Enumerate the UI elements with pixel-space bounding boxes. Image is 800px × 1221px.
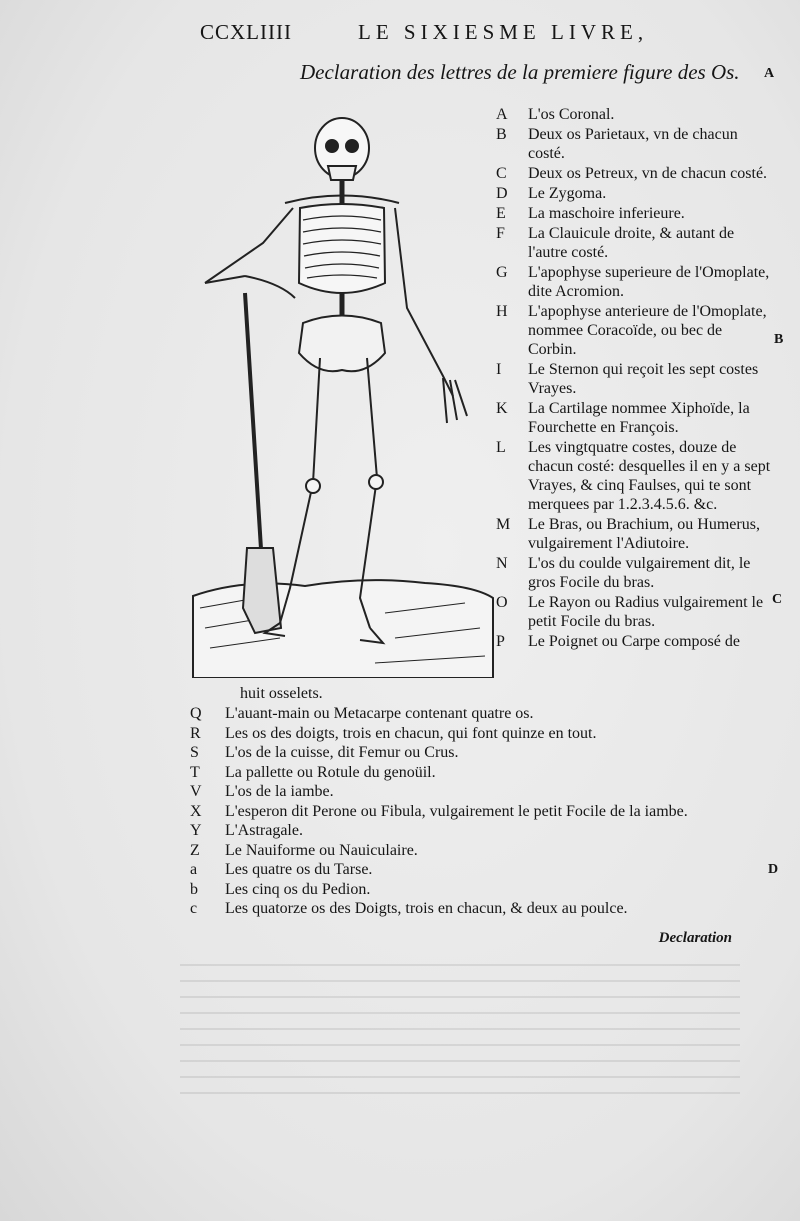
margin-letter-d: D	[768, 862, 779, 877]
legend-entry-r	[190, 724, 750, 743]
legend-letter: V	[190, 783, 202, 800]
margin-letter-a: A	[764, 66, 775, 81]
legend-text: Le Nauiforme ou Nauiculaire.	[225, 841, 418, 859]
legend-entry-lower-b	[190, 880, 750, 899]
legend-text: Deux os Petreux, vn de chacun costé.	[528, 165, 768, 182]
legend-text: Le Rayon ou Radius vulgairement le petit Focile du bras.	[528, 594, 764, 630]
legend-text: L'os de la cuisse, dit Femur ou Crus.	[225, 744, 459, 761]
legend-entry-i	[496, 360, 771, 398]
legend-letter: L	[496, 439, 506, 456]
legend-letter: a	[190, 861, 198, 878]
legend-letter: Z	[190, 841, 200, 859]
legend-text: Les cinq os du Pedion.	[225, 880, 371, 898]
legend-text: Le Bras, ou Brachium, ou Humerus, vulgairement l'Adiutoire.	[528, 516, 760, 552]
legend-entry-q	[190, 704, 750, 723]
skeleton-with-spade-woodcut-icon	[185, 108, 497, 678]
legend-letter: B	[496, 126, 507, 143]
bleed-through-text	[180, 950, 740, 1130]
legend-text: L'apophyse superieure de l'Omoplate, dite Acromion.	[528, 264, 770, 300]
legend-entry-v	[190, 782, 750, 801]
legend-letter: T	[190, 763, 200, 781]
legend-letter: S	[190, 744, 199, 761]
legend-letter: b	[190, 880, 198, 898]
legend-text: L'os du coulde vulgairement dit, le gros Focile du bras.	[528, 555, 751, 591]
legend-letter: Y	[190, 822, 202, 839]
legend-bottom-column	[190, 684, 750, 919]
legend-text: L'esperon dit Perone ou Fibula, vulgairement le petit Focile de la iambe.	[225, 802, 688, 820]
legend-entry-p	[496, 632, 771, 651]
legend-entry-a	[496, 105, 771, 124]
legend-entry-o	[496, 593, 771, 631]
legend-text: L'os Coronal.	[528, 106, 615, 123]
legend-entry-k	[496, 399, 771, 437]
legend-text: La Clauicule droite, & autant de l'autre costé.	[528, 225, 735, 261]
legend-text: Le Sternon qui reçoit les sept costes Vrayes.	[528, 361, 759, 397]
legend-letter: N	[496, 555, 508, 572]
legend-letter: D	[496, 185, 508, 202]
legend-text: Les quatorze os des Doigts, trois en chacun, & deux au poulce.	[225, 900, 628, 917]
legend-entry-e	[496, 204, 771, 223]
legend-text: Deux os Parietaux, vn de chacun costé.	[528, 126, 738, 162]
legend-text: Les os des doigts, trois en chacun, qui font quinze en tout.	[225, 724, 597, 742]
legend-letter: Q	[190, 705, 202, 722]
legend-text: Les vingtquatre costes, douze de chacun costé: desquelles il en y a sept Vrayes, & cinq Faulses, qui te sont merquees par 1.2.3.4.5.6. &c.	[528, 439, 771, 513]
legend-entry-z	[190, 841, 750, 860]
legend-letter: H	[496, 303, 508, 320]
legend-letter: A	[496, 106, 508, 123]
legend-right-column	[496, 105, 771, 652]
legend-text: Le Poignet ou Carpe composé de	[528, 633, 740, 650]
legend-entry-f	[496, 224, 771, 262]
figure-caption: Declaration des lettres de la premiere figure des Os.	[300, 60, 740, 84]
legend-text: La maschoire inferieure.	[528, 205, 685, 222]
skeleton-figure	[185, 108, 497, 678]
legend-text: L'Astragale.	[225, 822, 303, 839]
legend-entry-lower-a	[190, 860, 750, 879]
legend-continuation: huit osselets.	[240, 685, 323, 702]
legend-entry-t	[190, 763, 750, 782]
margin-letter-c: C	[772, 592, 783, 607]
legend-entry-d	[496, 184, 771, 203]
legend-letter: I	[496, 361, 502, 378]
legend-letter: P	[496, 633, 505, 650]
legend-entry-h	[496, 302, 771, 359]
legend-text: L'auant-main ou Metacarpe contenant quatre os.	[225, 705, 534, 722]
legend-letter: E	[496, 205, 506, 222]
legend-entry-c	[496, 164, 771, 183]
legend-entry-lower-c	[190, 899, 750, 918]
legend-letter: X	[190, 802, 202, 820]
folio-number: CCXLIIII	[200, 20, 292, 44]
legend-entry-y	[190, 821, 750, 840]
legend-letter: M	[496, 516, 511, 533]
running-head	[0, 20, 800, 50]
catchword: Declaration	[658, 930, 732, 946]
legend-letter: C	[496, 165, 507, 182]
margin-letter-b: B	[774, 332, 784, 347]
legend-entry-m	[496, 515, 771, 553]
legend-letter: F	[496, 225, 505, 242]
legend-letter: K	[496, 400, 508, 417]
legend-letter: G	[496, 264, 508, 281]
legend-entry-l	[496, 438, 771, 514]
book-title: LE SIXIESME LIVRE,	[358, 20, 649, 44]
legend-entry-n	[496, 554, 771, 592]
legend-text: L'os de la iambe.	[225, 783, 334, 800]
legend-entry-g	[496, 263, 771, 301]
legend-text: Le Zygoma.	[528, 185, 607, 202]
legend-text: L'apophyse anterieure de l'Omoplate, nommee Coracoïde, ou bec de Corbin.	[528, 303, 767, 358]
legend-entry-x	[190, 802, 750, 821]
legend-entry-s	[190, 743, 750, 762]
legend-letter: O	[496, 594, 508, 611]
legend-text: La pallette ou Rotule du genoüil.	[225, 763, 436, 781]
legend-letter: c	[190, 900, 198, 917]
legend-entry-b	[496, 125, 771, 163]
legend-text: La Cartilage nommee Xiphoïde, la Fourchette en François.	[528, 400, 750, 436]
legend-text: Les quatre os du Tarse.	[225, 861, 373, 878]
legend-letter: R	[190, 724, 201, 742]
